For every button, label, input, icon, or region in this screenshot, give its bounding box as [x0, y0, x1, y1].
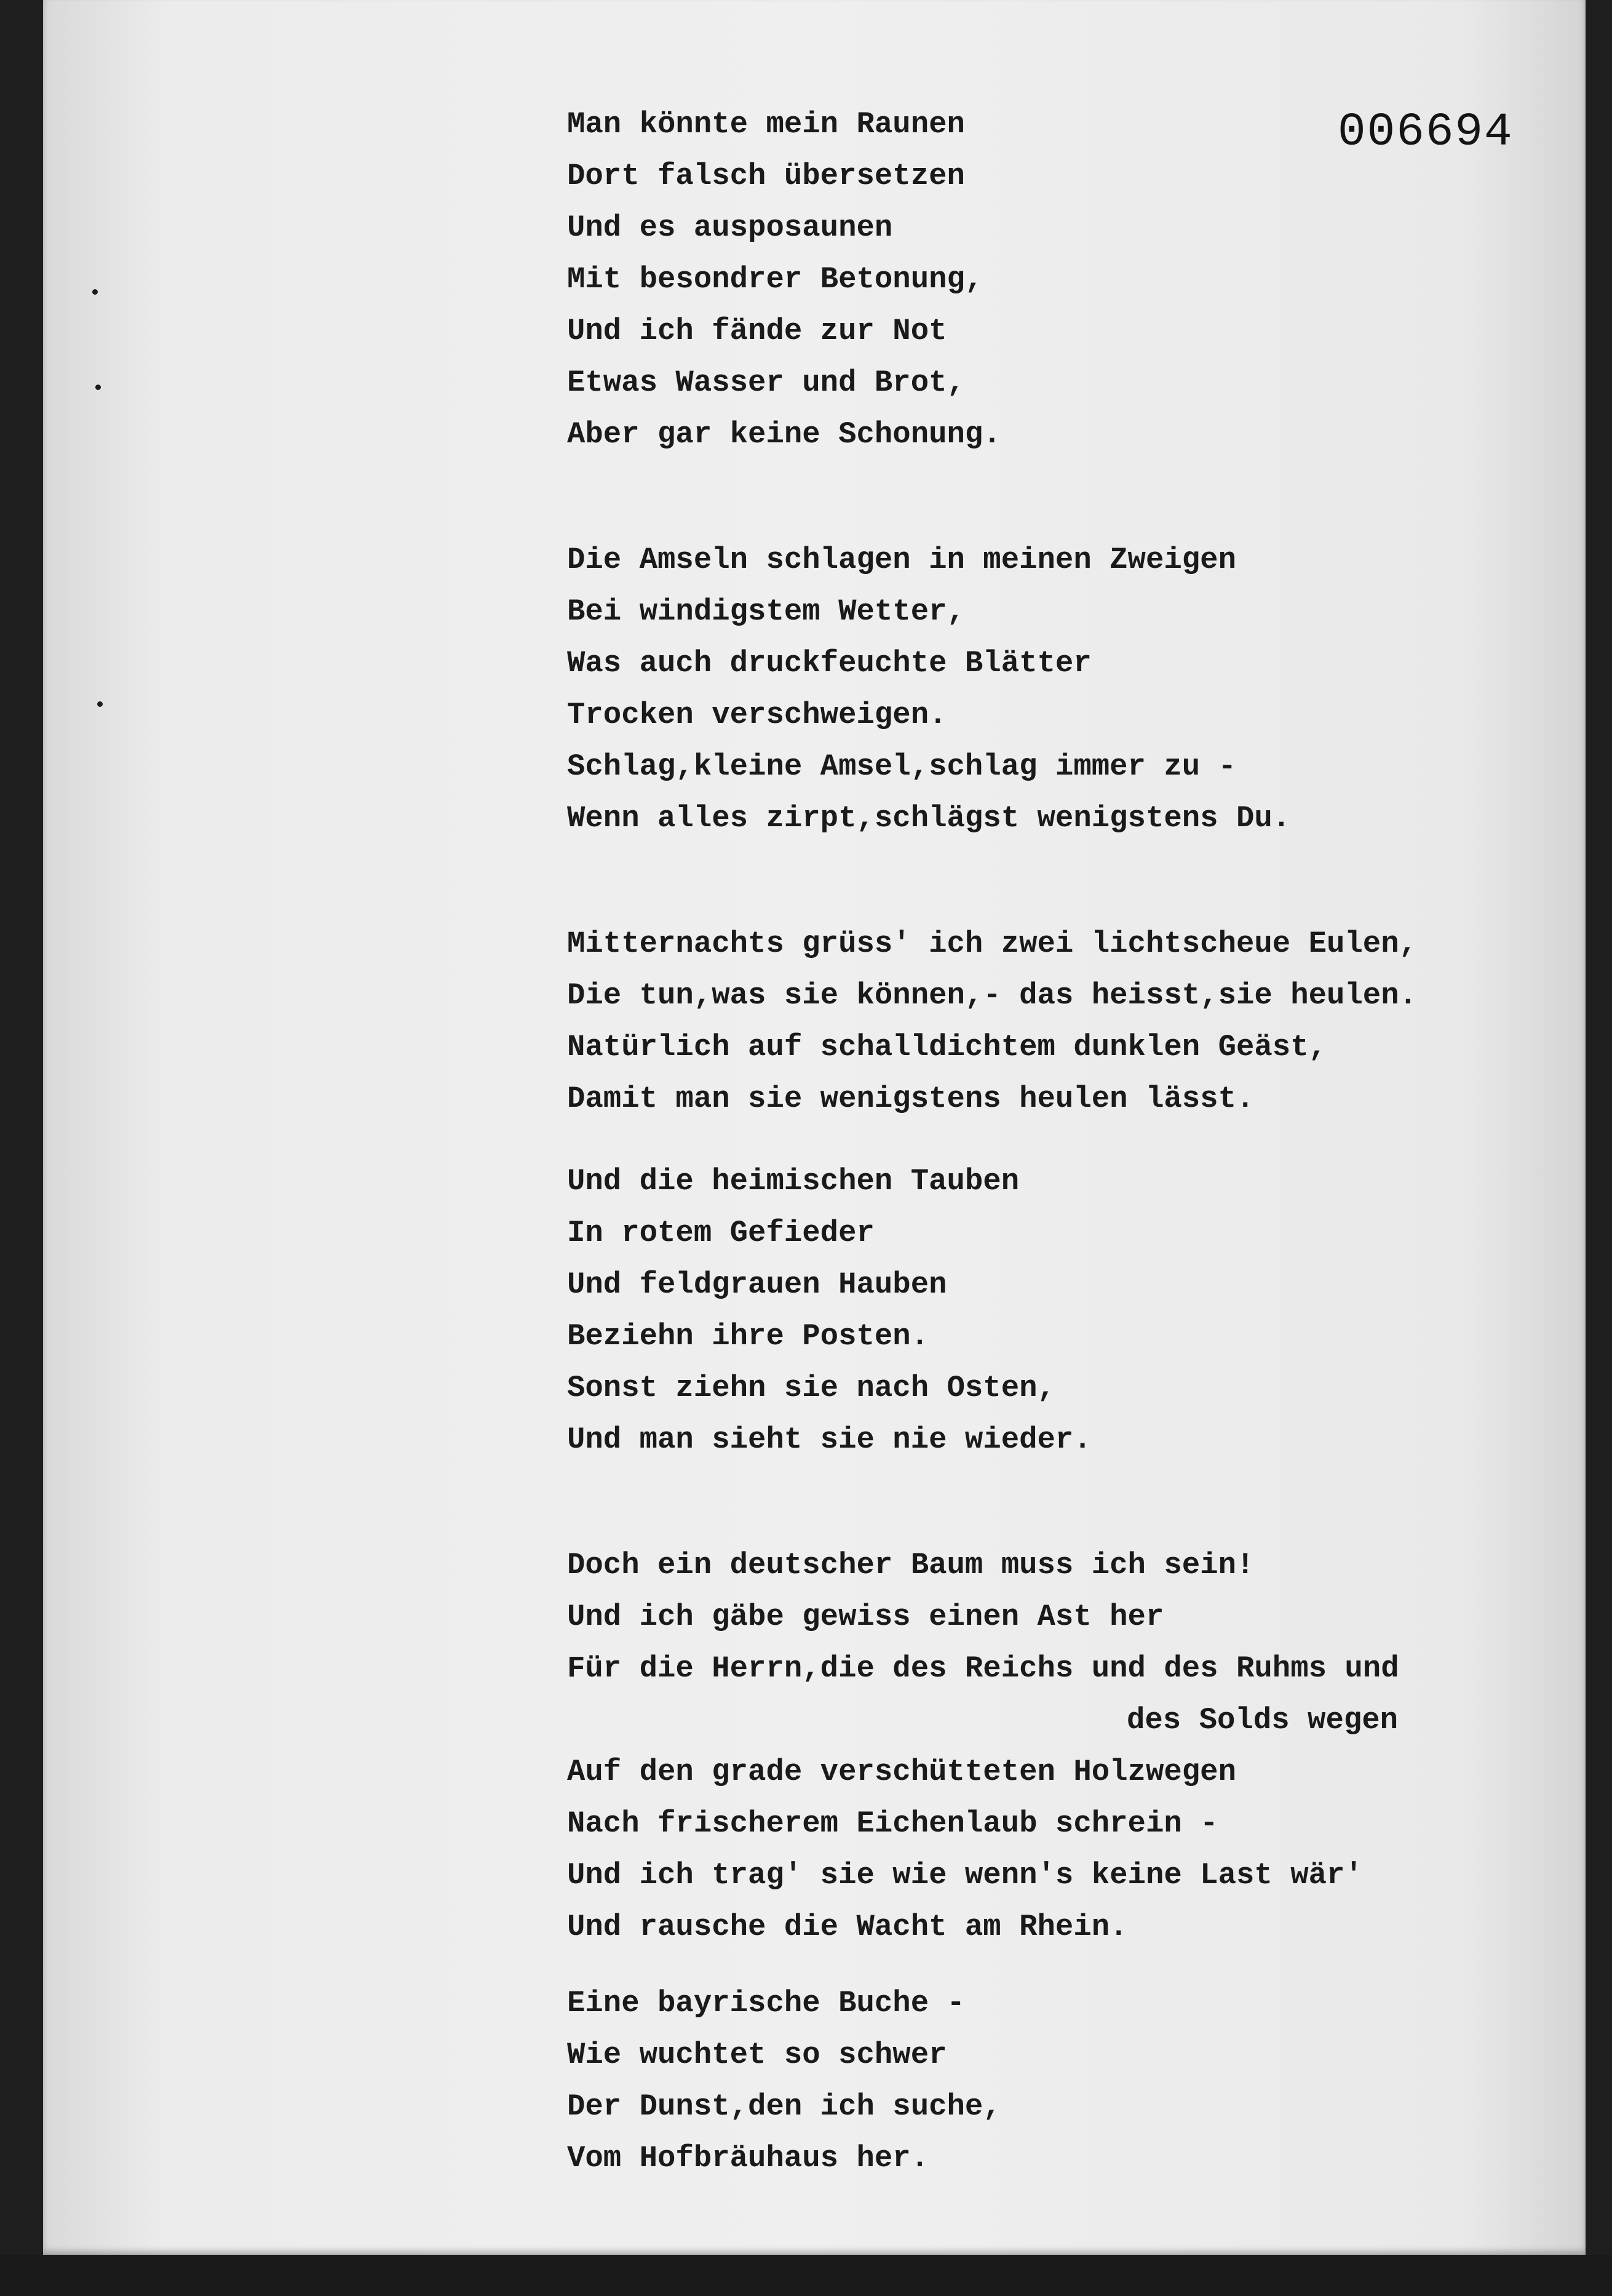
- speck-mark: [95, 385, 101, 390]
- poem-line: Beziehn ihre Posten.: [567, 1319, 929, 1353]
- stanza-2: [567, 534, 1527, 844]
- poem-line: Bei windigstem Wetter,: [567, 594, 965, 629]
- poem-line-continuation: des Solds wegen: [1127, 1703, 1399, 1737]
- poem-line: Und ich trag' sie wie wenn's keine Last wär': [567, 1858, 1363, 1892]
- poem-line: Schlag,kleine Amsel,schlag immer zu -: [567, 749, 1236, 784]
- poem-line: Vom Hofbräuhaus her.: [567, 2141, 929, 2175]
- poem-line: Natürlich auf schalldichtem dunklen Geäst,: [567, 1030, 1327, 1064]
- folio-number: 006694: [1338, 106, 1514, 159]
- scan-border: [0, 2255, 1612, 2296]
- speck-mark: [97, 701, 103, 707]
- poem-line: Was auch druckfeuchte Blätter: [567, 646, 1092, 680]
- poem-line: Etwas Wasser und Brot,: [567, 365, 965, 400]
- poem-line: Und ich fände zur Not: [567, 314, 947, 348]
- poem-line: Die Amseln schlagen in meinen Zweigen: [567, 543, 1236, 577]
- poem-body: [567, 98, 1527, 2184]
- poem-line: Damit man sie wenigstens heulen lässt.: [567, 1082, 1255, 1116]
- poem-line: Auf den grade verschütteten Holzwegen: [567, 1755, 1236, 1789]
- poem-line: In rotem Gefieder: [567, 1216, 875, 1250]
- poem-line: Wie wuchtet so schwer: [567, 2038, 947, 2072]
- poem-line: Dort falsch übersetzen: [567, 159, 965, 193]
- poem-line: Aber gar keine Schonung.: [567, 417, 1001, 452]
- poem-line: Der Dunst,den ich suche,: [567, 2089, 1001, 2124]
- paper-sheet: [43, 0, 1586, 2255]
- speck-mark: [92, 289, 98, 295]
- poem-line: Mit besondrer Betonung,: [567, 262, 983, 297]
- poem-line: Man könnte mein Raunen: [567, 107, 965, 142]
- stanza-4: [567, 1155, 1527, 1465]
- poem-line: Und rausche die Wacht am Rhein.: [567, 1910, 1128, 1944]
- poem-line: Die tun,was sie können,- das heisst,sie heulen.: [567, 978, 1418, 1013]
- poem-line: Für die Herrn,die des Reichs und des Ruhms und: [567, 1651, 1399, 1686]
- stanza-5: [567, 1539, 1527, 1953]
- poem-line: Und es ausposaunen: [567, 210, 893, 245]
- poem-line: Und die heimischen Tauben: [567, 1164, 1020, 1198]
- poem-line: Und ich gäbe gewiss einen Ast her: [567, 1600, 1164, 1634]
- poem-line: Eine bayrische Buche -: [567, 1986, 965, 2020]
- poem-line: Mitternachts grüss' ich zwei lichtscheue Eulen,: [567, 927, 1418, 961]
- stanza-6: [567, 1977, 1527, 2184]
- stanza-3: [567, 918, 1527, 1125]
- poem-line: Und feldgrauen Hauben: [567, 1267, 947, 1302]
- poem-line: Trocken verschweigen.: [567, 698, 947, 732]
- poem-line: Doch ein deutscher Baum muss ich sein!: [567, 1548, 1255, 1582]
- poem-line: Nach frischerem Eichenlaub schrein -: [567, 1806, 1218, 1841]
- poem-line: Und man sieht sie nie wieder.: [567, 1422, 1092, 1457]
- poem-line: Sonst ziehn sie nach Osten,: [567, 1371, 1055, 1405]
- poem-line: Wenn alles zirpt,schlägst wenigstens Du.: [567, 801, 1291, 835]
- stanza-1: [567, 98, 1527, 460]
